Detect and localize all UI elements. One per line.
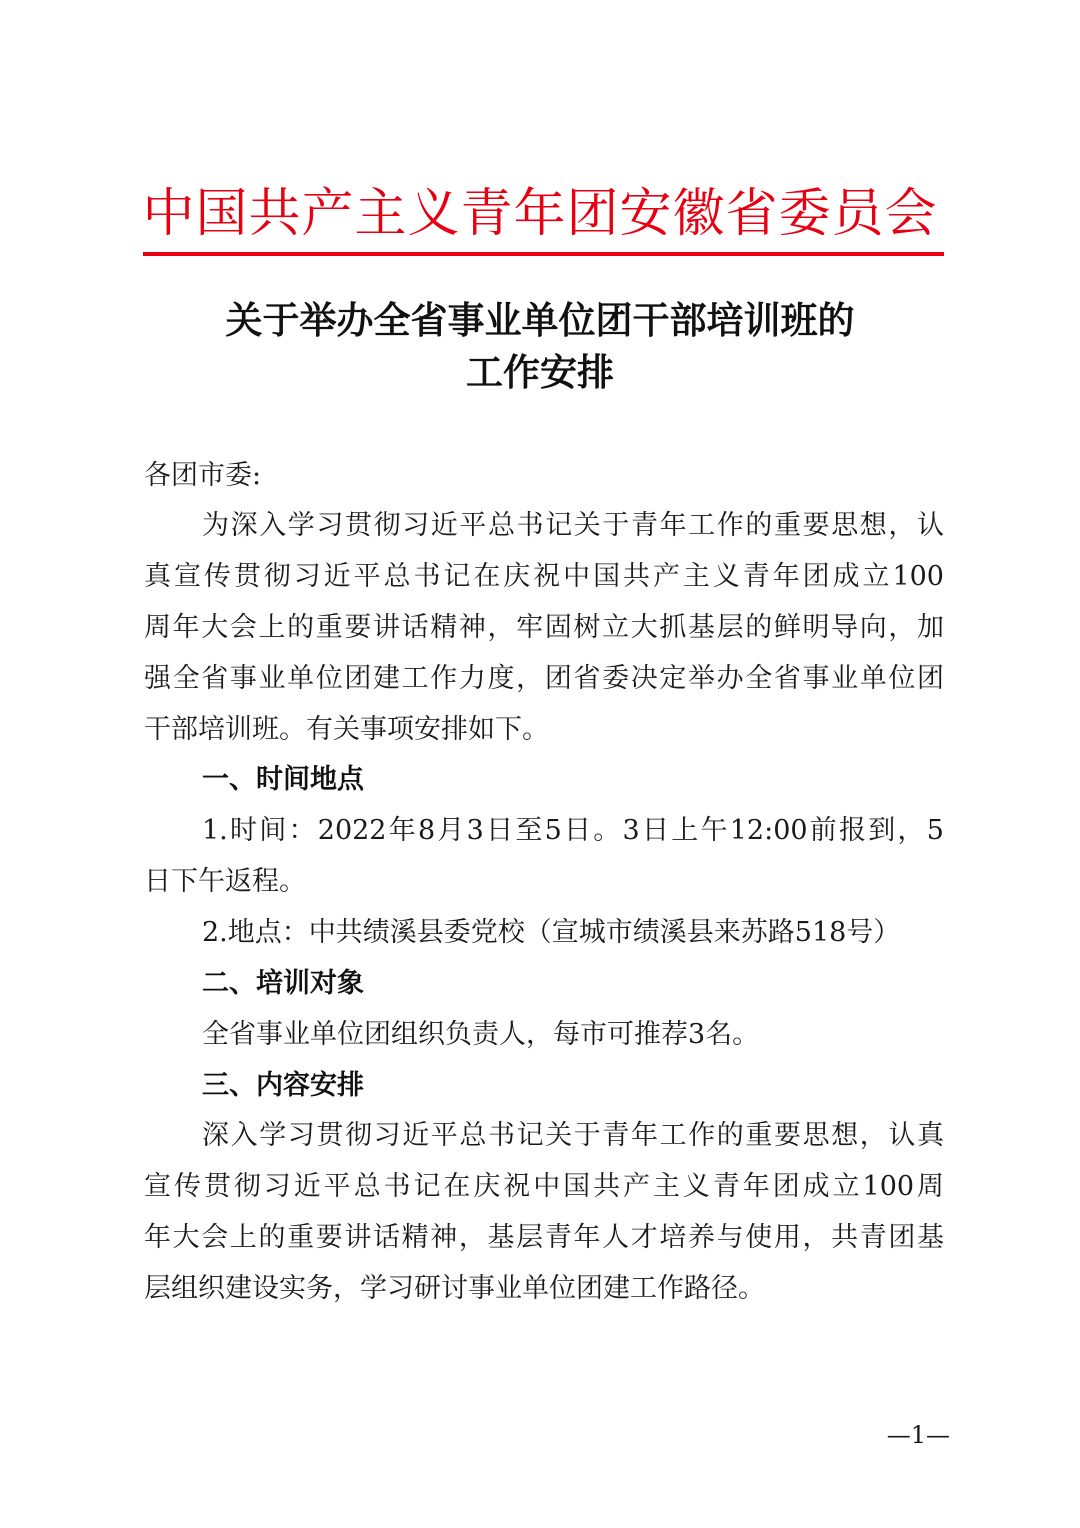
content-paragraph-line: 年大会上的重要讲话精神，基层青年人才培养与使用，共青团基 [144, 1222, 944, 1253]
intro-paragraph-line: 真宣传贯彻习近平总书记在庆祝中国共产主义青年团成立100 [144, 561, 944, 592]
intro-paragraph-line: 周年大会上的重要讲话精神，牢固树立大抓基层的鲜明导向，加 [144, 612, 944, 643]
section-heading-trainees: 二、培训对象 [202, 968, 364, 999]
time-line: 日下午返程。 [144, 866, 306, 897]
document-title-line-2: 工作安排 [466, 350, 614, 394]
trainees-text: 全省事业单位团组织负责人，每市可推荐3名。 [202, 1019, 760, 1050]
intro-paragraph-line: 为深入学习贯彻习近平总书记关于青年工作的重要思想，认 [202, 510, 944, 541]
salutation: 各团市委: [144, 460, 262, 491]
place-line: 2.地点：中共绩溪县委党校（宣城市绩溪县来苏路518号） [202, 917, 901, 948]
intro-paragraph-line: 干部培训班。有关事项安排如下。 [144, 714, 549, 745]
section-heading-content: 三、内容安排 [202, 1070, 364, 1101]
letterhead-org-name: 中国共产主义青年团安徽省委员会 [142, 184, 938, 244]
section-heading-time-place: 一、时间地点 [202, 764, 364, 795]
page-number: —1— [886, 1421, 950, 1449]
content-paragraph-line: 层组织建设实务，学习研讨事业单位团建工作路径。 [144, 1273, 765, 1304]
content-paragraph-line: 宣传贯彻习近平总书记在庆祝中国共产主义青年团成立100周 [144, 1171, 944, 1202]
time-line: 1.时间：2022年8月3日至5日。3日上午12:00前报到，5 [202, 815, 944, 846]
letterhead-red-rule [143, 252, 944, 256]
intro-paragraph-line: 强全省事业单位团建工作力度，团省委决定举办全省事业单位团 [144, 663, 944, 694]
document-title-line-1: 关于举办全省事业单位团干部培训班的 [225, 298, 855, 342]
content-paragraph-line: 深入学习贯彻习近平总书记关于青年工作的重要思想，认真 [202, 1120, 944, 1151]
